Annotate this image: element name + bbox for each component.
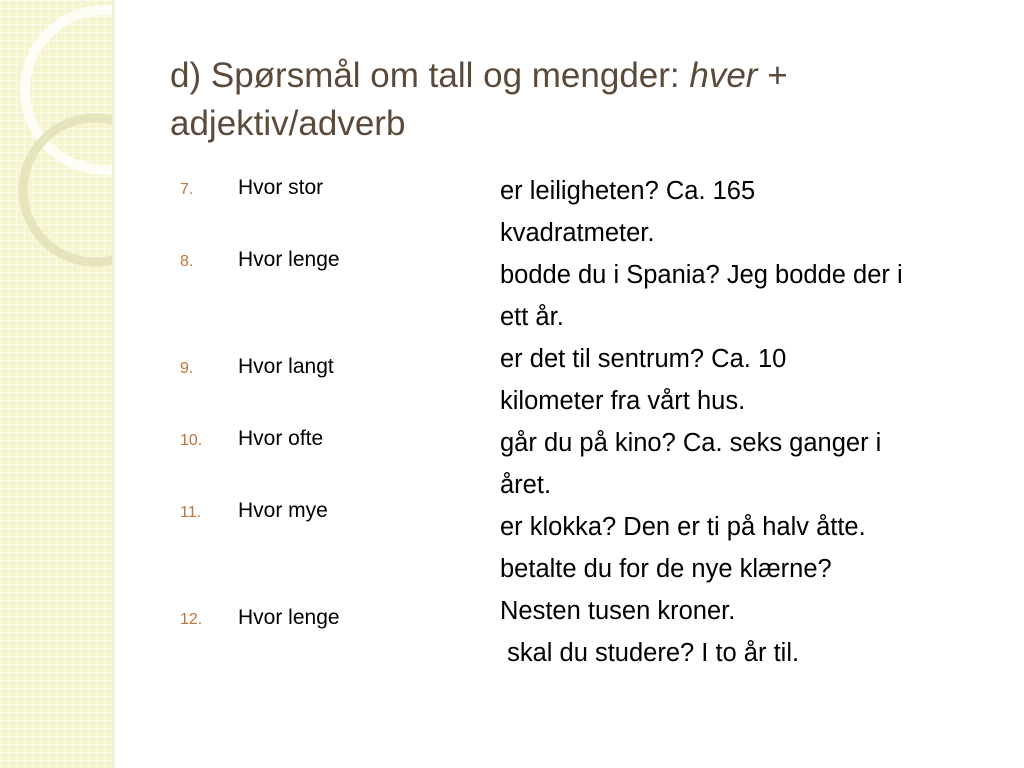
- answer-line: skal du studere? I to år til.: [500, 639, 800, 667]
- answer-line: ett år.: [500, 303, 564, 331]
- answer-line: kvadratmeter.: [500, 219, 655, 247]
- question-hvor-langt: Hvor langt: [238, 355, 334, 378]
- question-hvor-mye: Hvor mye: [238, 499, 328, 522]
- answer-line: året.: [500, 471, 552, 499]
- list-number-10: 10.: [180, 432, 203, 449]
- answer-line: er klokka? Den er ti på halv åtte.: [500, 513, 866, 541]
- answers-column: [500, 170, 1000, 674]
- answer-line: kilometer fra vårt hus.: [500, 387, 746, 415]
- question-hvor-ofte: Hvor ofte: [238, 427, 324, 450]
- question-hvor-stor: Hvor stor: [238, 176, 324, 199]
- answer-line: går du på kino? Ca. seks ganger i: [500, 429, 882, 457]
- question-hvor-lenge-2: Hvor lenge: [238, 606, 340, 629]
- list-number-7: 7.: [180, 181, 194, 198]
- answer-line: bodde du i Spania? Jeg bodde der i: [500, 261, 903, 289]
- answer-line: er leiligheten? Ca. 165: [500, 177, 756, 205]
- title-emphasis: hver: [689, 56, 758, 95]
- answer-line: Nesten tusen kroner.: [500, 597, 736, 625]
- question-hvor-lenge: Hvor lenge: [238, 248, 340, 271]
- list-number-9: 9.: [180, 360, 194, 377]
- list-number-11: 11.: [180, 504, 202, 521]
- sidebar-edge: [112, 0, 116, 768]
- slide-title: d) Spørsmål om tall og mengder: hver + adjektiv/adverb: [170, 56, 788, 143]
- decorative-sidebar: [0, 0, 112, 768]
- sidebar-rings: [0, 0, 112, 768]
- list-number-8: 8.: [180, 253, 194, 270]
- answer-line: betalte du for de nye klærne?: [500, 555, 832, 583]
- list-number-12: 12.: [180, 611, 203, 628]
- answer-line: er det til sentrum? Ca. 10: [500, 345, 787, 373]
